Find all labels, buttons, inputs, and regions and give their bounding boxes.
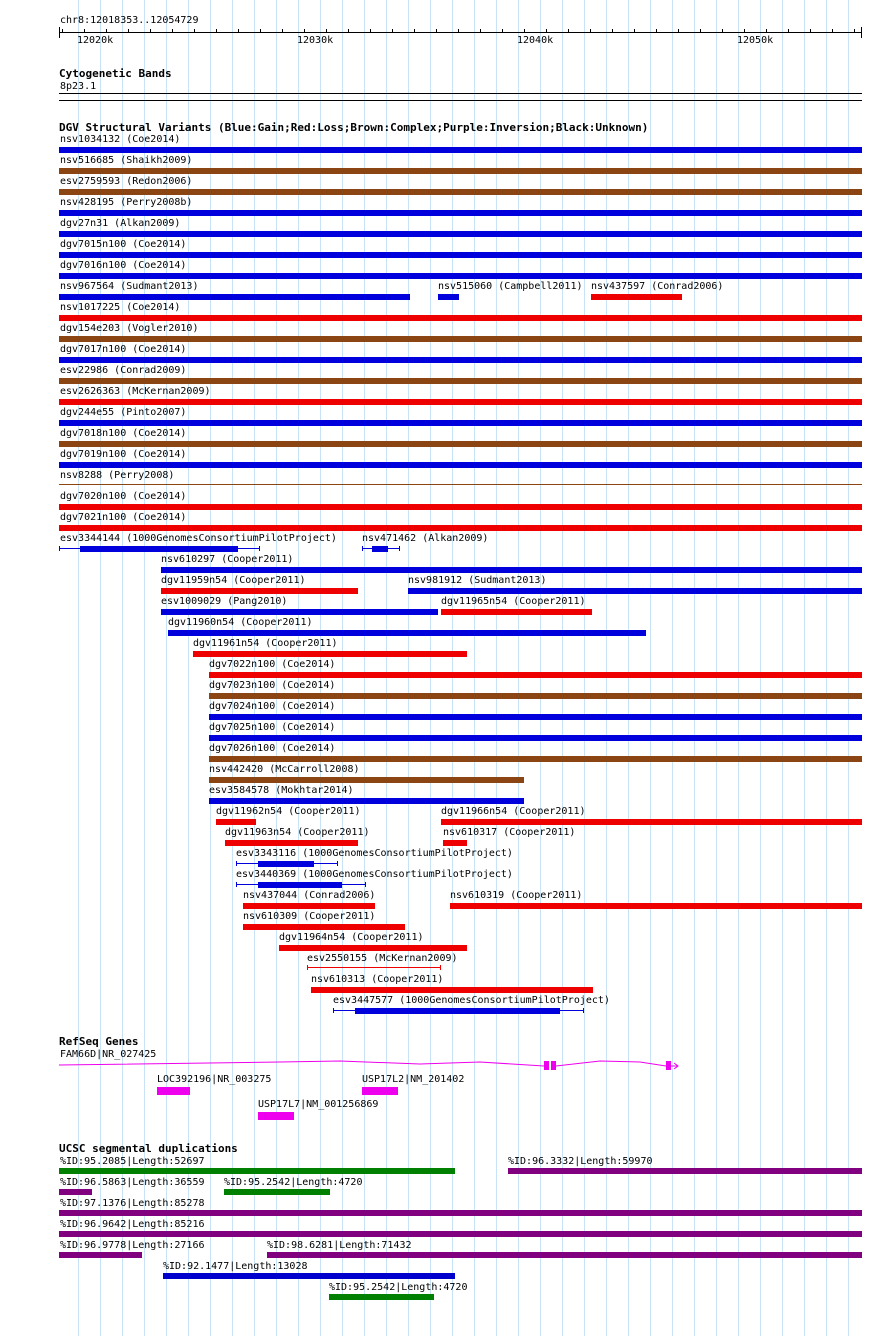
dgv-feature-label[interactable]: dgv11962n54 (Cooper2011) xyxy=(216,806,361,817)
dgv-feature-label[interactable]: nsv610313 (Cooper2011) xyxy=(311,974,444,985)
dgv-feature-label[interactable]: dgv11960n54 (Cooper2011) xyxy=(168,617,313,628)
ruler-tick-label: 12020k xyxy=(77,35,114,46)
dgv-feature-label[interactable]: dgv11965n54 (Cooper2011) xyxy=(441,596,586,607)
gene-exon xyxy=(157,1087,190,1095)
dgv-feature-label[interactable]: dgv11961n54 (Cooper2011) xyxy=(193,638,338,649)
dgv-feature-label[interactable]: esv2626363 (McKernan2009) xyxy=(60,386,211,397)
dgv-feature-label[interactable]: esv3584578 (Mokhtar2014) xyxy=(209,785,354,796)
dgv-feature-label[interactable]: dgv154e203 (Vogler2010) xyxy=(60,323,199,334)
dgv-feature-label[interactable]: nsv516685 (Shaikh2009) xyxy=(60,155,193,166)
position-label: chr8:12018353..12054729 xyxy=(60,15,199,26)
ruler-tick-label: 12050k xyxy=(737,35,774,46)
dgv-feature-label[interactable]: dgv7025n100 (Coe2014) xyxy=(209,722,336,733)
dgv-feature-label[interactable]: dgv7022n100 (Coe2014) xyxy=(209,659,336,670)
dgv-feature-label[interactable]: dgv7017n100 (Coe2014) xyxy=(60,344,187,355)
gene-exon xyxy=(362,1087,398,1095)
dgv-feature-label[interactable]: nsv610297 (Cooper2011) xyxy=(161,554,294,565)
segdup-feature-bar[interactable] xyxy=(59,1231,862,1237)
segdup-feature-bar[interactable] xyxy=(59,1252,142,1258)
dgv-feature-label[interactable]: nsv610319 (Cooper2011) xyxy=(450,890,583,901)
segdup-feature-bar[interactable] xyxy=(59,1168,455,1174)
dgv-feature-label[interactable]: dgv11964n54 (Cooper2011) xyxy=(279,932,424,943)
segdup-feature-label[interactable]: %ID:96.3332|Length:59970 xyxy=(508,1156,653,1167)
dgv-feature-label[interactable]: nsv1017225 (Coe2014) xyxy=(60,302,181,313)
gene-exon xyxy=(258,1112,294,1120)
dgv-feature-label[interactable]: dgv7015n100 (Coe2014) xyxy=(60,239,187,250)
segdup-feature-label[interactable]: %ID:96.9778|Length:27166 xyxy=(60,1240,205,1251)
dgv-feature-label[interactable]: dgv244e55 (Pinto2007) xyxy=(60,407,187,418)
dgv-feature-label[interactable]: dgv11959n54 (Cooper2011) xyxy=(161,575,306,586)
track-title-refseq: RefSeq Genes xyxy=(59,1035,139,1048)
dgv-feature-label[interactable]: esv3343116 (1000GenomesConsortiumPilotProject) xyxy=(236,848,513,859)
dgv-feature-label[interactable]: nsv442420 (McCarroll2008) xyxy=(209,764,360,775)
dgv-feature-label[interactable]: nsv610309 (Cooper2011) xyxy=(243,911,376,922)
dgv-feature-label[interactable]: dgv11963n54 (Cooper2011) xyxy=(225,827,370,838)
segdup-feature-label[interactable]: %ID:98.6281|Length:71432 xyxy=(267,1240,412,1251)
gene-exon xyxy=(666,1061,671,1070)
dgv-feature-label[interactable]: nsv610317 (Cooper2011) xyxy=(443,827,576,838)
gene-label[interactable]: USP17L2|NM_201402 xyxy=(362,1074,465,1085)
segdup-feature-label[interactable]: %ID:95.2542|Length:4720 xyxy=(329,1282,468,1293)
dgv-feature-label[interactable]: esv2550155 (McKernan2009) xyxy=(307,953,458,964)
segdup-feature-label[interactable]: %ID:96.9642|Length:85216 xyxy=(60,1219,205,1230)
segdup-feature-bar[interactable] xyxy=(508,1168,862,1174)
segdup-feature-bar[interactable] xyxy=(59,1189,92,1195)
track-title-dgv: DGV Structural Variants (Blue:Gain;Red:Loss;Brown:Complex;Purple:Inversion;Black:Unknown) xyxy=(59,121,649,134)
dgv-feature-label[interactable]: nsv437044 (Conrad2006) xyxy=(243,890,376,901)
cytoband-label: 8p23.1 xyxy=(60,81,97,92)
dgv-feature-label[interactable]: nsv1034132 (Coe2014) xyxy=(60,134,181,145)
dgv-feature-label[interactable]: dgv7018n100 (Coe2014) xyxy=(60,428,187,439)
ruler-tick-label: 12040k xyxy=(517,35,554,46)
dgv-feature-label[interactable]: esv3447577 (1000GenomesConsortiumPilotProject) xyxy=(333,995,610,1006)
gene-label[interactable]: LOC392196|NR_003275 xyxy=(157,1074,272,1085)
segdup-feature-bar[interactable] xyxy=(329,1294,434,1300)
segdup-feature-label[interactable]: %ID:96.5863|Length:36559 xyxy=(60,1177,205,1188)
gene-label[interactable]: FAM66D|NR_027425 xyxy=(60,1049,157,1060)
dgv-feature-label[interactable]: nsv437597 (Conrad2006) xyxy=(591,281,724,292)
gene-exon xyxy=(544,1061,549,1070)
dgv-feature-label[interactable]: dgv27n31 (Alkan2009) xyxy=(60,218,181,229)
dgv-feature-label[interactable]: esv2759593 (Redon2006) xyxy=(60,176,193,187)
dgv-feature-label[interactable]: esv22986 (Conrad2009) xyxy=(60,365,187,376)
dgv-feature-label[interactable]: nsv471462 (Alkan2009) xyxy=(362,533,489,544)
dgv-feature-label[interactable]: dgv7023n100 (Coe2014) xyxy=(209,680,336,691)
segdup-feature-bar[interactable] xyxy=(163,1273,455,1279)
dgv-feature-label[interactable]: nsv515060 (Campbell2011) xyxy=(438,281,583,292)
track-title-segdups: UCSC segmental duplications xyxy=(59,1142,238,1155)
dgv-feature-label[interactable]: dgv7021n100 (Coe2014) xyxy=(60,512,187,523)
gene-label[interactable]: USP17L7|NM_001256869 xyxy=(258,1099,379,1110)
segdup-feature-bar[interactable] xyxy=(267,1252,862,1258)
segdup-feature-label[interactable]: %ID:95.2542|Length:4720 xyxy=(224,1177,363,1188)
segdup-feature-label[interactable]: %ID:95.2085|Length:52697 xyxy=(60,1156,205,1167)
dgv-feature-label[interactable]: nsv428195 (Perry2008b) xyxy=(60,197,193,208)
ruler-tick-label: 12030k xyxy=(297,35,334,46)
dgv-feature-label[interactable]: dgv7016n100 (Coe2014) xyxy=(60,260,187,271)
segdup-feature-label[interactable]: %ID:97.1376|Length:85278 xyxy=(60,1198,205,1209)
dgv-feature-label[interactable]: dgv7020n100 (Coe2014) xyxy=(60,491,187,502)
dgv-feature-label[interactable]: esv3344144 (1000GenomesConsortiumPilotProject) xyxy=(60,533,337,544)
dgv-feature-label[interactable]: nsv8288 (Perry2008) xyxy=(60,470,175,481)
gene-intron-line xyxy=(59,1061,678,1066)
dgv-feature-label[interactable]: nsv967564 (Sudmant2013) xyxy=(60,281,199,292)
segdup-feature-bar[interactable] xyxy=(59,1210,862,1216)
gene-exon xyxy=(551,1061,556,1070)
segdup-feature-bar[interactable] xyxy=(224,1189,330,1195)
dgv-feature-label[interactable]: dgv11966n54 (Cooper2011) xyxy=(441,806,586,817)
track-title-cytoband: Cytogenetic Bands xyxy=(59,67,172,80)
dgv-feature-label[interactable]: esv3440369 (1000GenomesConsortiumPilotProject) xyxy=(236,869,513,880)
dgv-feature-label[interactable]: dgv7026n100 (Coe2014) xyxy=(209,743,336,754)
dgv-feature-label[interactable]: dgv7019n100 (Coe2014) xyxy=(60,449,187,460)
dgv-feature-label[interactable]: dgv7024n100 (Coe2014) xyxy=(209,701,336,712)
dgv-feature-label[interactable]: nsv981912 (Sudmant2013) xyxy=(408,575,547,586)
dgv-feature-label[interactable]: esv1009029 (Pang2010) xyxy=(161,596,288,607)
segdup-feature-label[interactable]: %ID:92.1477|Length:13028 xyxy=(163,1261,308,1272)
